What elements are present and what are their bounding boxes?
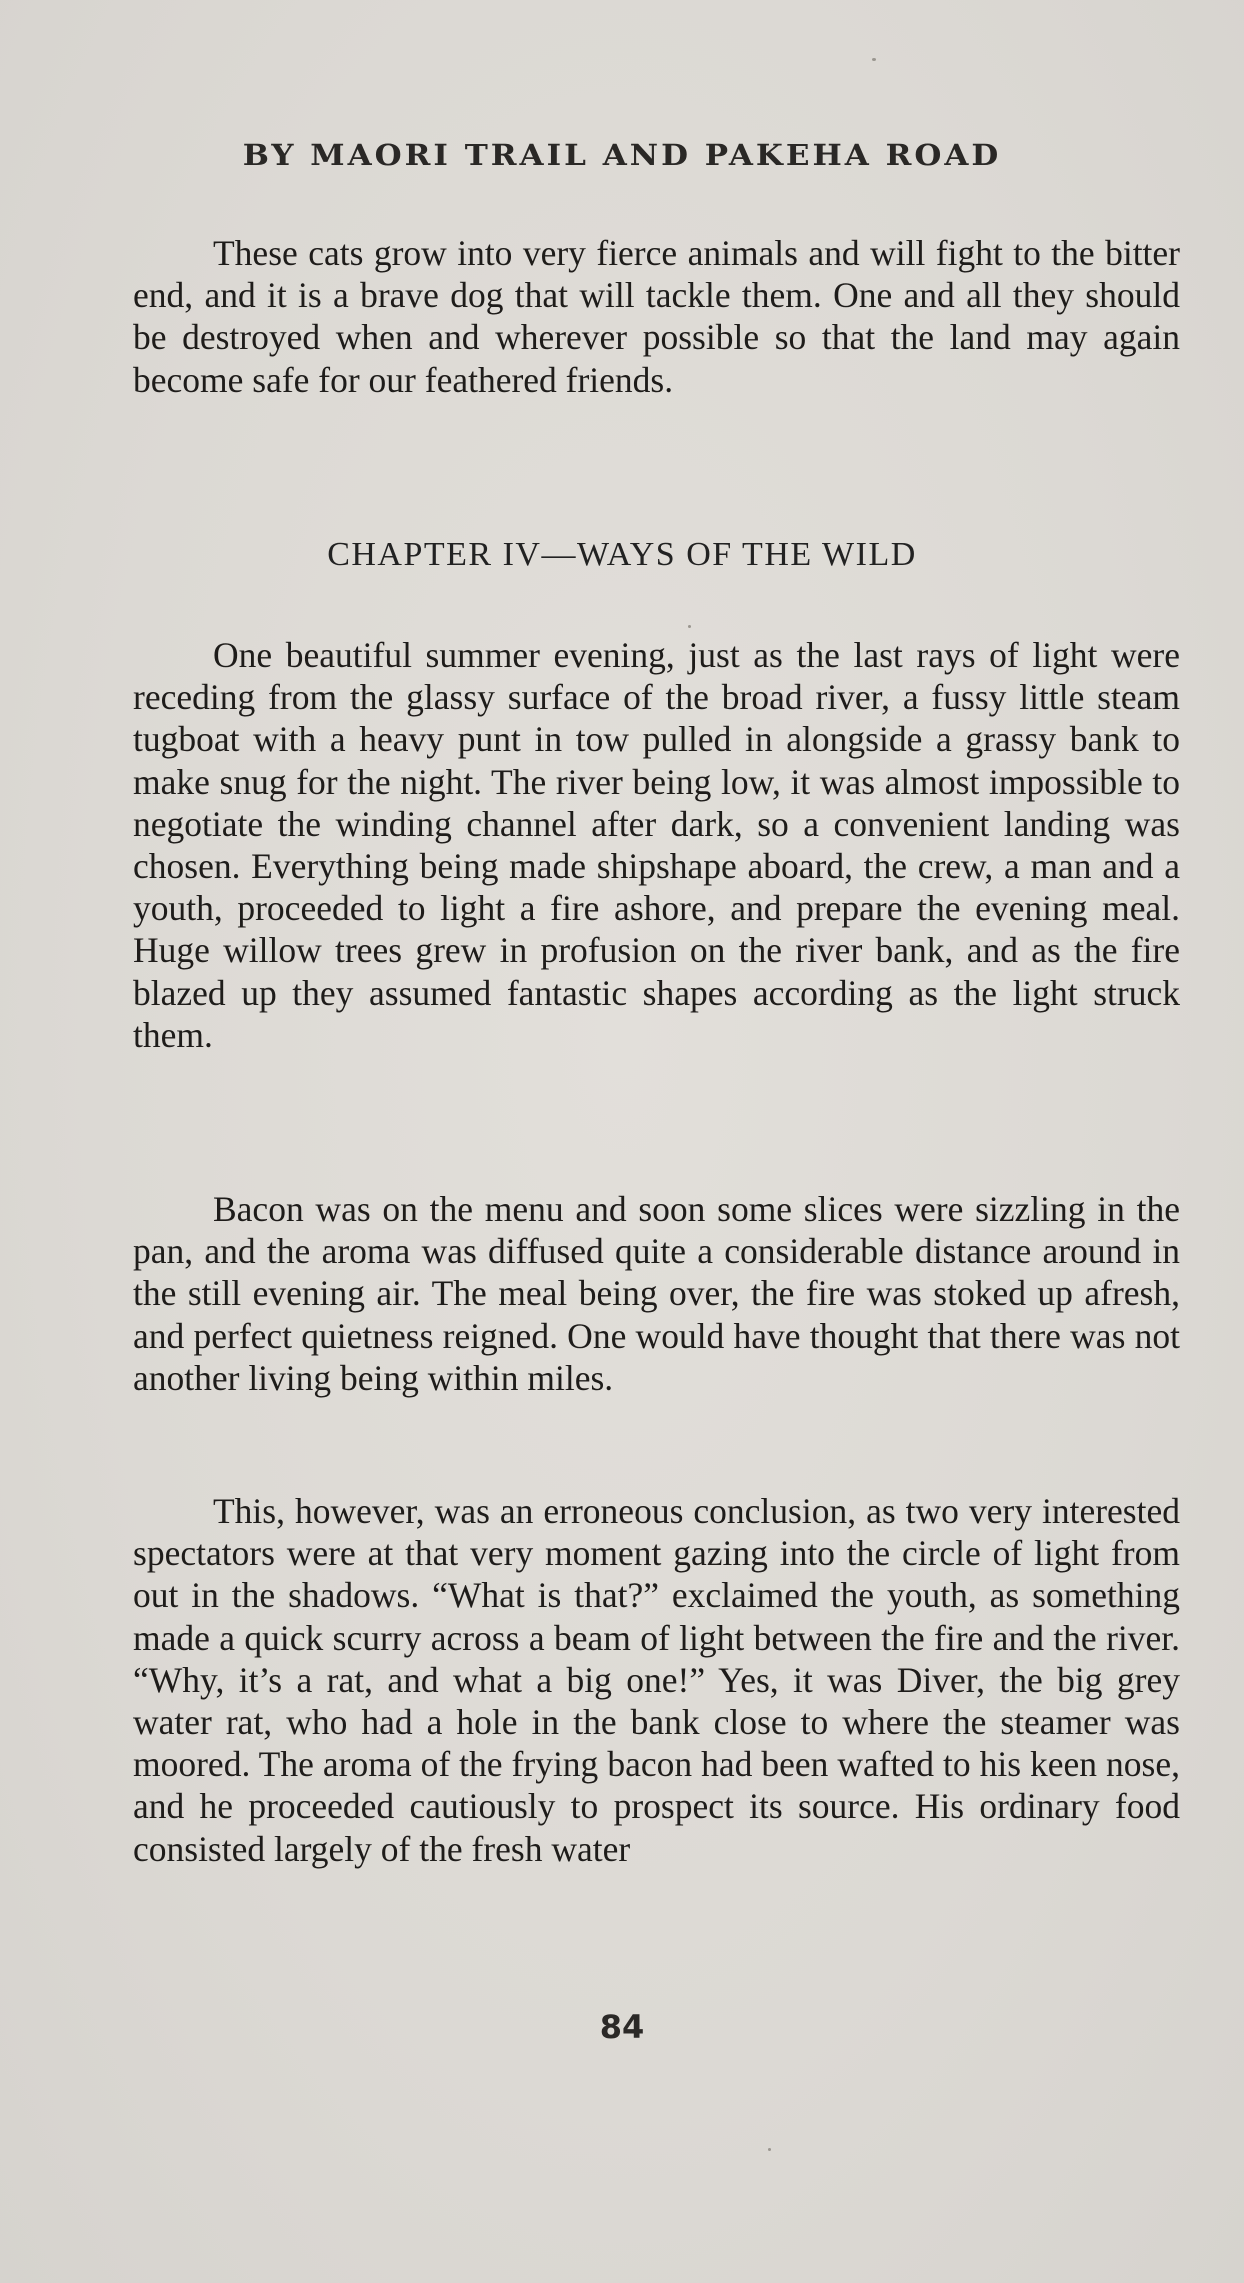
chapter-paragraph-block-3 <box>133 1490 1180 1870</box>
paper-speck <box>872 58 876 61</box>
chapter-title: CHAPTER IV—WAYS OF THE WILD <box>327 536 917 573</box>
paragraph: One beautiful summer evening, just as the last rays of light were receding from the glassy surface of the broad river, a fussy little steam tugboat with a heavy punt in tow pulled in alongside a grassy bank to make snug for the night. The river being low, it was almost impossible to negotiate the winding channel after dark, so a convenient landing was chosen. Everything being made shipshape aboard, the crew, a man and a youth, proceeded to light a fire ashore, and prepare the evening meal. Huge willow trees grew in profusion on the river bank, and as the fire blazed up they assumed fantastic shapes according as the light struck them. <box>133 635 1180 1055</box>
page-number: 84 <box>599 2008 645 2046</box>
chapter-paragraph-block-2 <box>133 1188 1180 1399</box>
chapter-paragraph-block-1 <box>133 634 1180 1056</box>
paragraph: Bacon was on the menu and soon some slices were sizzling in the pan, and the aroma was diffused quite a considerable distance around in the still evening air. The meal being over, the fire was stoked up afresh, and perfect quietness reigned. One would have thought that there was not another living being within miles. <box>133 1189 1180 1398</box>
paragraph: This, however, was an erroneous conclusion, as two very interested spectators were at that very moment gazing into the circle of light from out in the shadows. “What is that?” exclaimed the youth, as something made a quick scurry across a beam of light between the fire and the river. “Why, it’s a rat, and what a big one!” Yes, it was Diver, the big grey water rat, who had a hole in the bank close to where the steamer was moored. The aroma of the frying bacon had been wafted to his keen nose, and he proceeded cautiously to prospect its source. His ordinary food consisted largely of the fresh water <box>133 1491 1180 1869</box>
paragraph: These cats grow into very fierce animals and will fight to the bitter end, and it is a brave dog that will tackle them. One and all they should be destroyed when and wherever possible so that the land may again become safe for our feathered friends. <box>133 233 1180 400</box>
paper-speck <box>688 625 691 628</box>
opening-paragraph-block <box>133 232 1180 401</box>
paper-speck <box>768 2148 771 2151</box>
running-head: BY MAORI TRAIL AND PAKEHA ROAD <box>242 139 1002 173</box>
